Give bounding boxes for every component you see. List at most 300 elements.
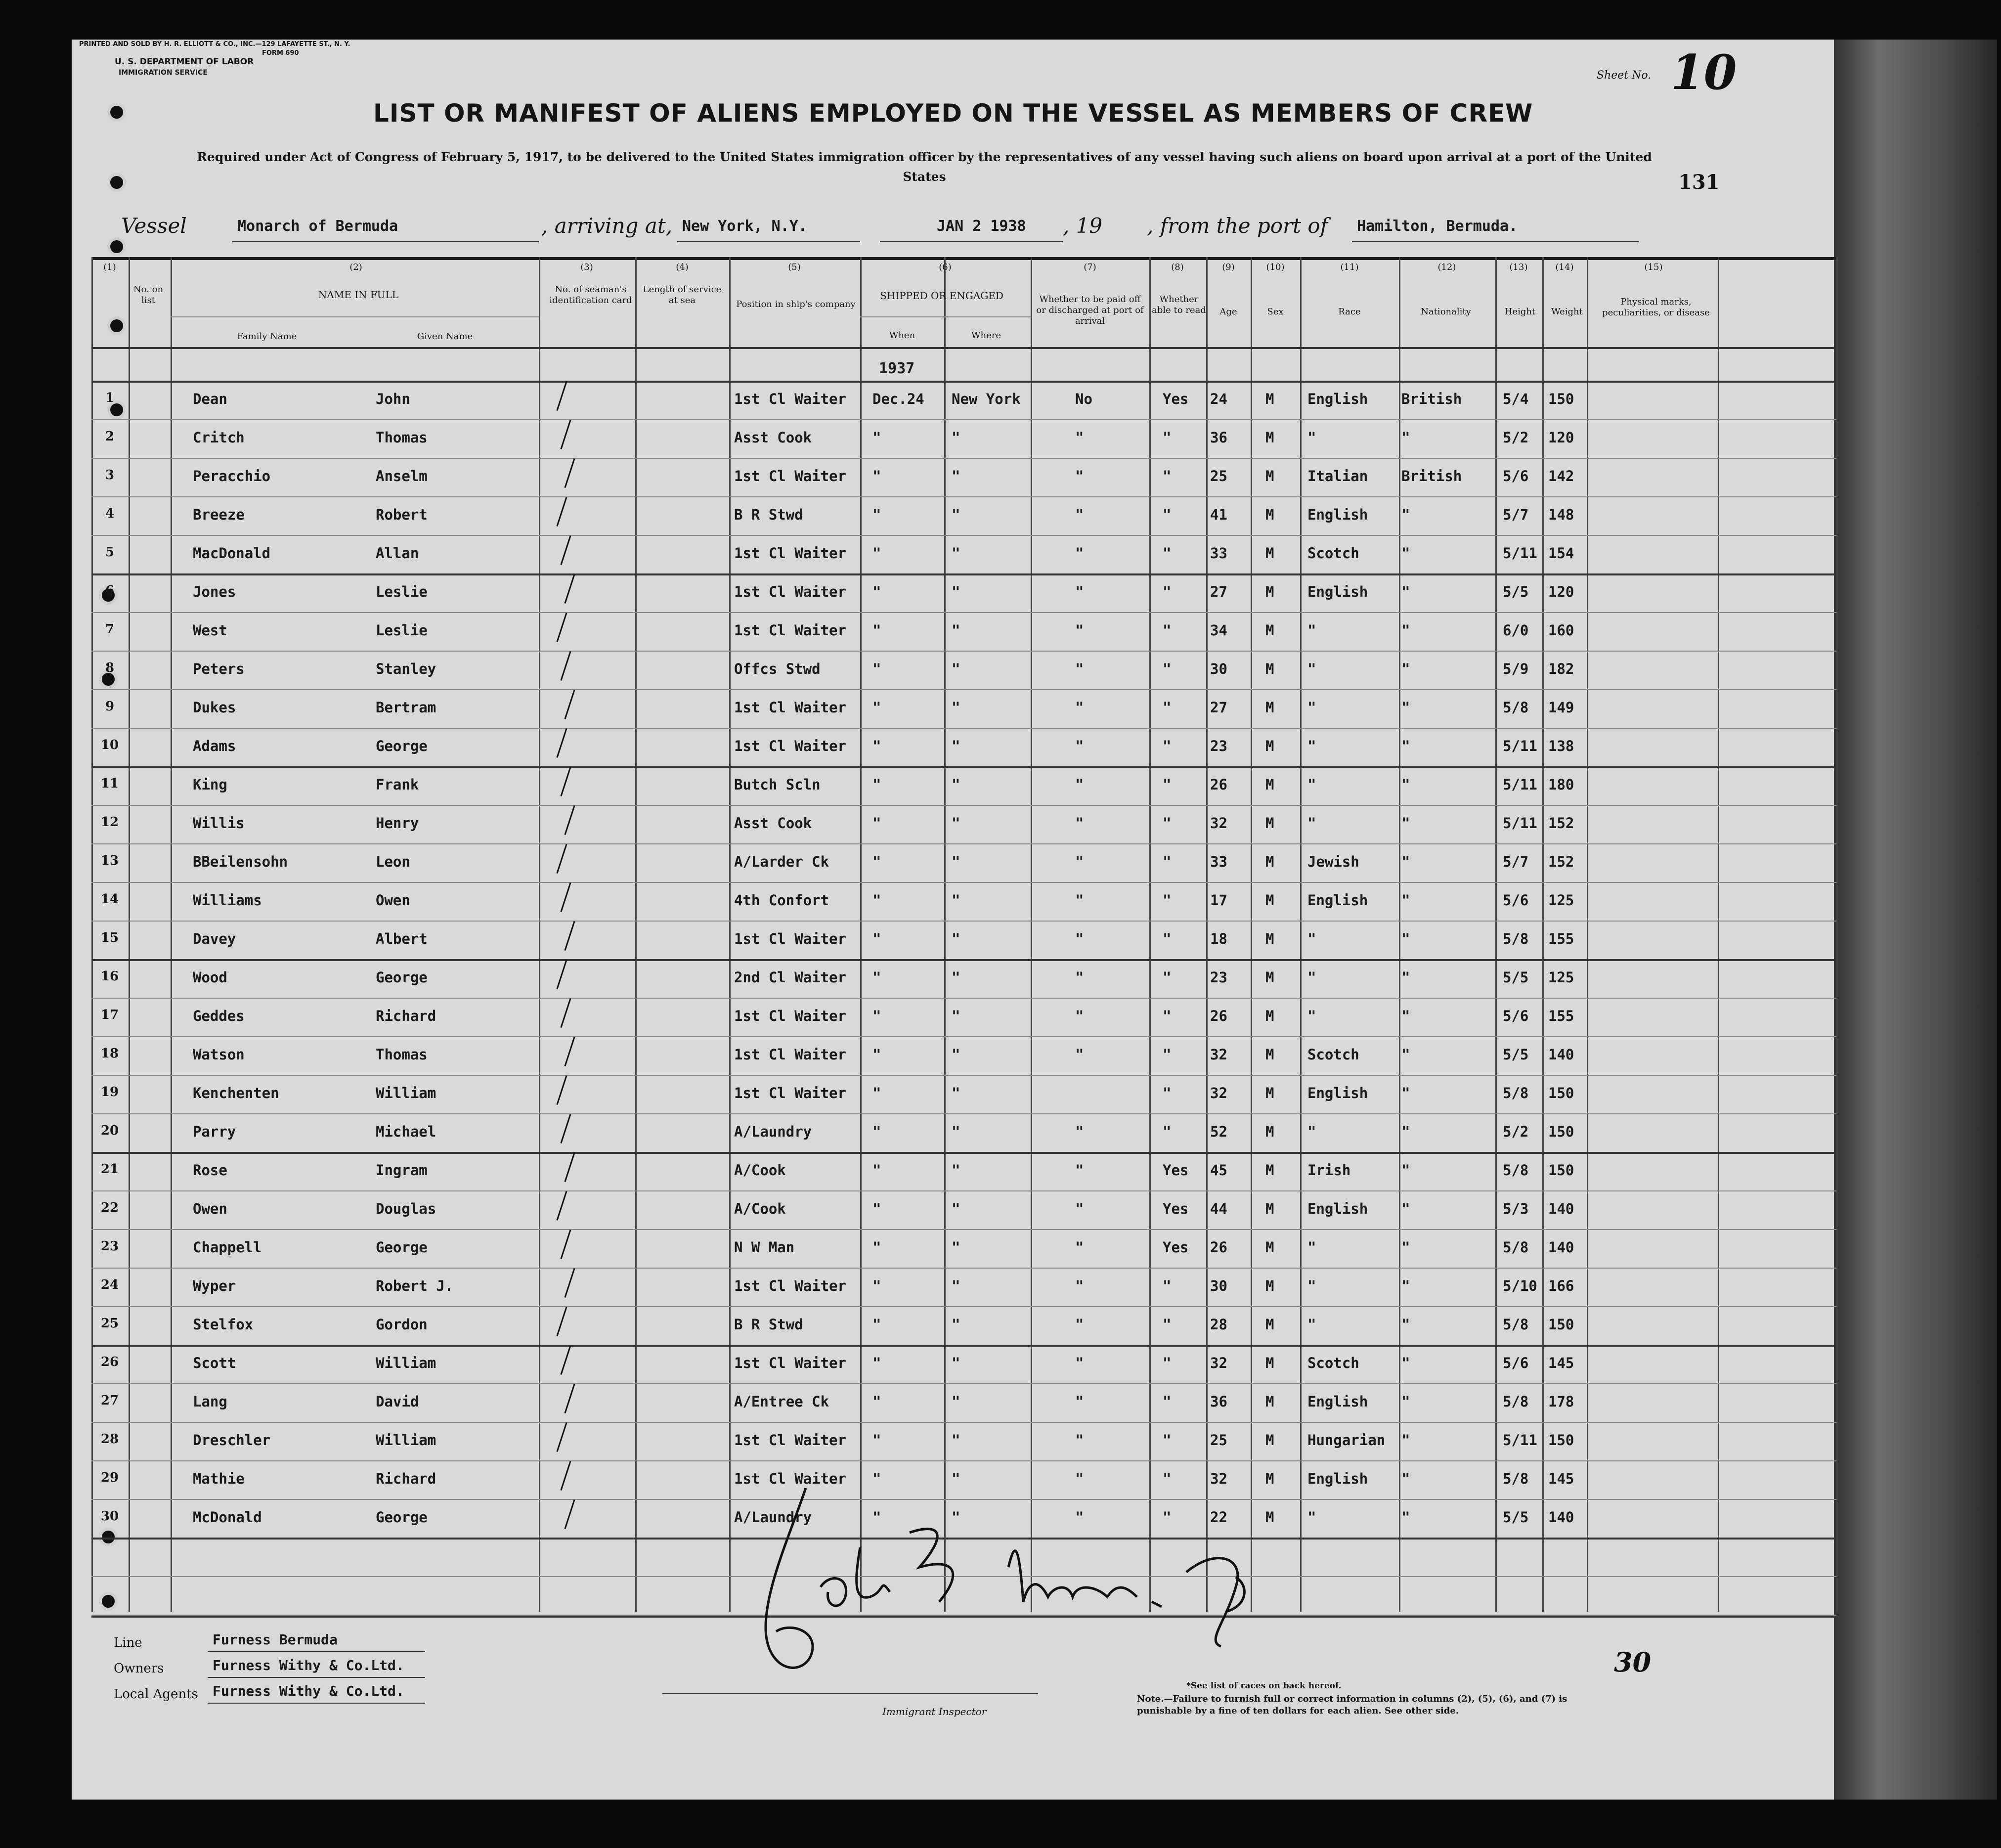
height: 5/8 — [1503, 930, 1529, 947]
shipped-when: " — [872, 468, 881, 484]
height: 5/8 — [1503, 1085, 1529, 1101]
given-name: Ingram — [376, 1162, 428, 1179]
nationality: " — [1401, 1239, 1410, 1256]
arrival-port[interactable]: New York, N.Y. — [682, 218, 807, 235]
shipped-when: " — [872, 1008, 881, 1024]
col-header-given: Given Name — [417, 331, 473, 342]
col-header-paid-off: Whether to be paid off or discharged at port of arrival — [1036, 294, 1144, 326]
paid-off: " — [1075, 1277, 1084, 1294]
family-name: Wood — [193, 969, 227, 986]
row-number: 29 — [100, 1470, 119, 1485]
position: 1st Cl Waiter — [734, 583, 846, 600]
table-row-rule — [91, 458, 1836, 459]
sex: M — [1265, 1046, 1274, 1063]
table-row-rule — [91, 728, 1836, 729]
printer-line: PRINTED AND SOLD BY H. R. ELLIOTT & CO., INC.—129 LAFAYETTE ST., N. Y. — [79, 41, 350, 48]
sex: M — [1265, 853, 1274, 870]
shipped-when: " — [872, 506, 881, 523]
position: Asst Cook — [734, 429, 812, 446]
race: " — [1307, 1509, 1316, 1526]
shipped-where: " — [952, 1239, 960, 1256]
paid-off: " — [1075, 1123, 1084, 1140]
shipped-where: " — [952, 1470, 960, 1487]
table-row-rule — [91, 1152, 1836, 1154]
shipped-when: " — [872, 853, 881, 870]
row-number: 3 — [105, 468, 115, 483]
able-to-read: " — [1163, 1085, 1172, 1101]
given-name: Douglas — [376, 1200, 436, 1217]
given-name: William — [376, 1432, 436, 1449]
shipped-when: " — [872, 699, 881, 716]
family-name: Stelfox — [193, 1316, 254, 1333]
age: 33 — [1210, 853, 1227, 870]
shipped-when: " — [872, 1393, 881, 1410]
able-to-read: " — [1163, 1509, 1172, 1526]
nationality: " — [1401, 1470, 1410, 1487]
row-number: 26 — [100, 1355, 119, 1369]
age: 44 — [1210, 1200, 1227, 1217]
age: 30 — [1210, 1277, 1227, 1294]
table-row-rule — [91, 998, 1836, 999]
table-row-rule — [91, 1268, 1836, 1269]
col-header-name: NAME IN FULL — [318, 289, 399, 301]
race: " — [1307, 622, 1316, 639]
table-row-rule — [91, 1036, 1836, 1037]
height: 5/8 — [1503, 699, 1529, 716]
able-to-read: Yes — [1163, 1239, 1189, 1256]
nationality: " — [1401, 1509, 1410, 1526]
shipped-where: " — [952, 1432, 960, 1449]
family-name: Peters — [193, 660, 245, 677]
given-name: Thomas — [376, 429, 428, 446]
height: 5/5 — [1503, 583, 1529, 600]
table-column-rule — [171, 257, 172, 1612]
age: 41 — [1210, 506, 1227, 523]
sex: M — [1265, 969, 1274, 986]
family-name: MacDonald — [193, 545, 271, 562]
row-number: 13 — [100, 853, 119, 868]
row-number: 19 — [100, 1085, 119, 1100]
col-header-no: No. on list — [133, 284, 164, 306]
position: B R Stwd — [734, 1316, 803, 1333]
weight: 150 — [1548, 1162, 1574, 1179]
position: N W Man — [734, 1239, 795, 1256]
shipped-when: " — [872, 1123, 881, 1140]
paid-off: " — [1075, 1008, 1084, 1024]
race: " — [1307, 699, 1316, 716]
given-name: William — [376, 1085, 436, 1101]
col-header-able-read: Whether able to read — [1152, 294, 1206, 315]
table-row-rule — [91, 381, 1836, 383]
shipped-when: " — [872, 1277, 881, 1294]
able-to-read: " — [1163, 545, 1172, 562]
col-header-weight: Weight — [1551, 307, 1583, 317]
scan-border — [1829, 40, 1997, 1800]
given-name: William — [376, 1355, 436, 1371]
able-to-read: " — [1163, 468, 1172, 484]
family-name: Willis — [193, 815, 245, 832]
row-number: 9 — [105, 699, 115, 714]
race: English — [1307, 583, 1368, 600]
position: 2nd Cl Waiter — [734, 969, 846, 986]
col-header-where: Where — [971, 330, 1001, 341]
nationality: " — [1401, 622, 1410, 639]
page-subtitle: Required under Act of Congress of February 5, 1917, to be delivered to the United States immigration officer by the representatives of any vessel having such aliens on board upon arrival at a port of the United States — [197, 150, 1652, 184]
height: 5/6 — [1503, 1355, 1529, 1371]
position: A/Cook — [734, 1200, 786, 1217]
family-name: Chappell — [193, 1239, 262, 1256]
table-column-rule — [1251, 257, 1252, 1612]
race: " — [1307, 660, 1316, 677]
shipped-when: " — [872, 583, 881, 600]
position: 1st Cl Waiter — [734, 468, 846, 484]
row-number: 15 — [100, 930, 119, 945]
arriving-label: , arriving at, — [541, 214, 673, 238]
position: 1st Cl Waiter — [734, 545, 846, 562]
race: " — [1307, 969, 1316, 986]
row-number: 14 — [100, 892, 119, 907]
shipped-when: " — [872, 1470, 881, 1487]
owners-value[interactable]: Furness Withy & Co.Ltd. — [213, 1657, 404, 1673]
able-to-read: " — [1163, 1008, 1172, 1024]
col-header-race: Race — [1338, 307, 1361, 317]
shipped-when: " — [872, 1162, 881, 1179]
given-name: Albert — [376, 930, 428, 947]
table-row-rule — [91, 535, 1836, 536]
nationality: " — [1401, 429, 1410, 446]
position: 1st Cl Waiter — [734, 1046, 846, 1063]
shipped-when: " — [872, 429, 881, 446]
weight: 142 — [1548, 468, 1574, 484]
family-name: Owen — [193, 1200, 227, 1217]
able-to-read: " — [1163, 1277, 1172, 1294]
row-number: 30 — [100, 1509, 119, 1524]
weight: 140 — [1548, 1239, 1574, 1256]
family-name: Wyper — [193, 1277, 236, 1294]
shipped-when: " — [872, 1239, 881, 1256]
sex: M — [1265, 892, 1274, 909]
vessel-name[interactable]: Monarch of Bermuda — [237, 218, 398, 235]
row-number: 12 — [100, 815, 119, 830]
age: 26 — [1210, 1239, 1227, 1256]
col-header-age: Age — [1219, 307, 1237, 317]
height: 5/6 — [1503, 468, 1529, 484]
weight: 155 — [1548, 1008, 1574, 1024]
family-name: Critch — [193, 429, 245, 446]
height: 5/10 — [1503, 1277, 1537, 1294]
height: 5/8 — [1503, 1162, 1529, 1179]
paid-off: " — [1075, 583, 1084, 600]
family-name: Parry — [193, 1123, 236, 1140]
race: English — [1307, 1085, 1368, 1101]
race: English — [1307, 1470, 1368, 1487]
nationality: " — [1401, 892, 1410, 909]
age: 22 — [1210, 1509, 1227, 1526]
page-title: LIST OR MANIFEST OF ALIENS EMPLOYED ON THE VESSEL AS MEMBERS OF CREW — [373, 99, 1533, 128]
shipped-where: " — [952, 429, 960, 446]
weight: 138 — [1548, 738, 1574, 754]
sex: M — [1265, 1355, 1274, 1371]
nationality: " — [1401, 1046, 1410, 1063]
nationality: " — [1401, 583, 1410, 600]
nationality: " — [1401, 506, 1410, 523]
shipped-where: " — [952, 930, 960, 947]
position: Asst Cook — [734, 815, 812, 832]
table-row-rule — [91, 651, 1836, 652]
shipped-when: " — [872, 1355, 881, 1371]
col-header-sex: Sex — [1267, 307, 1284, 317]
sex: M — [1265, 1239, 1274, 1256]
age: 34 — [1210, 622, 1227, 639]
paid-off: " — [1075, 853, 1084, 870]
table-row-rule — [91, 1383, 1836, 1384]
shipped-where: " — [952, 892, 960, 909]
arrival-date[interactable]: JAN 2 1938 — [937, 218, 1026, 235]
able-to-read: " — [1163, 930, 1172, 947]
age: 52 — [1210, 1123, 1227, 1140]
nationality: " — [1401, 1085, 1410, 1101]
nationality: " — [1401, 1432, 1410, 1449]
sex: M — [1265, 1008, 1274, 1024]
height: 5/11 — [1503, 738, 1537, 754]
position: 1st Cl Waiter — [734, 930, 846, 947]
shipped-when: " — [872, 930, 881, 947]
row-number: 20 — [100, 1123, 119, 1138]
given-name: Leon — [376, 853, 410, 870]
given-name: Michael — [376, 1123, 436, 1140]
family-name: Williams — [193, 892, 262, 909]
table-column-rule — [539, 257, 540, 1612]
shipped-when: " — [872, 815, 881, 832]
paid-off: " — [1075, 429, 1084, 446]
weight: 160 — [1548, 622, 1574, 639]
family-name: Watson — [193, 1046, 245, 1063]
weight: 148 — [1548, 506, 1574, 523]
punch-hole — [99, 1528, 118, 1546]
paid-off: " — [1075, 468, 1084, 484]
height: 5/3 — [1503, 1200, 1529, 1217]
family-name: West — [193, 622, 227, 639]
row-number: 24 — [100, 1277, 119, 1292]
paid-off: " — [1075, 1509, 1084, 1526]
table-column-rule — [729, 257, 731, 1612]
weight: 154 — [1548, 545, 1574, 562]
height: 5/11 — [1503, 1432, 1537, 1449]
race: " — [1307, 738, 1316, 754]
able-to-read: Yes — [1163, 1200, 1189, 1217]
column-number: (2) — [349, 262, 362, 272]
sex: M — [1265, 468, 1274, 484]
shipped-where: " — [952, 622, 960, 639]
sex: M — [1265, 1393, 1274, 1410]
position: 1st Cl Waiter — [734, 738, 846, 754]
able-to-read: " — [1163, 1316, 1172, 1333]
race: " — [1307, 815, 1316, 832]
height: 5/8 — [1503, 1393, 1529, 1410]
weight: 125 — [1548, 892, 1574, 909]
able-to-read: " — [1163, 622, 1172, 639]
column-number: (3) — [580, 262, 593, 272]
able-to-read: " — [1163, 660, 1172, 677]
family-name: Mathie — [193, 1470, 245, 1487]
family-name: King — [193, 776, 227, 793]
able-to-read: " — [1163, 892, 1172, 909]
able-to-read: " — [1163, 1046, 1172, 1063]
nationality: " — [1401, 1277, 1410, 1294]
column-number: (6) — [939, 262, 952, 272]
sex: M — [1265, 738, 1274, 754]
shipped-where: " — [952, 545, 960, 562]
age: 24 — [1210, 391, 1227, 407]
table-column-rule — [1399, 257, 1400, 1612]
table-column-rule — [1587, 257, 1588, 1612]
form-number: FORM 690 — [262, 49, 299, 57]
col-header-family: Family Name — [237, 331, 297, 342]
paid-off: " — [1075, 1432, 1084, 1449]
shipped-where: " — [952, 660, 960, 677]
nationality: " — [1401, 930, 1410, 947]
row-number: 7 — [105, 622, 115, 637]
row-number: 22 — [100, 1200, 119, 1215]
shipped-where: " — [952, 583, 960, 600]
position: 1st Cl Waiter — [734, 699, 846, 716]
row-number: 10 — [100, 738, 119, 752]
height: 5/6 — [1503, 1008, 1529, 1024]
weight: 150 — [1548, 391, 1574, 407]
table-row-rule — [91, 1113, 1836, 1114]
race: " — [1307, 776, 1316, 793]
given-name: Robert — [376, 506, 428, 523]
table-row-rule — [91, 1422, 1836, 1423]
from-port-label: , from the port of — [1147, 214, 1328, 238]
paid-off: " — [1075, 738, 1084, 754]
table-row-rule — [91, 1345, 1836, 1347]
given-name: Stanley — [376, 660, 436, 677]
nationality: British — [1401, 468, 1462, 484]
nationality: " — [1401, 776, 1410, 793]
inspector-signature — [732, 1473, 1285, 1691]
table-row-rule — [91, 766, 1836, 768]
row-number: 18 — [100, 1046, 119, 1061]
punch-hole — [107, 103, 126, 122]
row-number: 1 — [105, 391, 115, 405]
table-column-rule — [1149, 257, 1151, 1612]
row-number: 23 — [100, 1239, 119, 1254]
paid-off: " — [1075, 1316, 1084, 1333]
agents-label: Local Agents — [114, 1687, 198, 1702]
able-to-read: " — [1163, 583, 1172, 600]
weight: 150 — [1548, 1085, 1574, 1101]
column-number: (8) — [1171, 262, 1184, 272]
position: 1st Cl Waiter — [734, 1470, 846, 1487]
family-name: Breeze — [193, 506, 245, 523]
departure-port[interactable]: Hamilton, Bermuda. — [1357, 218, 1518, 235]
able-to-read: " — [1163, 506, 1172, 523]
service-name: IMMIGRATION SERVICE — [119, 69, 208, 77]
sex: M — [1265, 622, 1274, 639]
shipped-when: " — [872, 1046, 881, 1063]
given-name: Gordon — [376, 1316, 428, 1333]
race: " — [1307, 1008, 1316, 1024]
shipped-where: New York — [952, 391, 1021, 407]
position: A/Entree Ck — [734, 1393, 829, 1410]
shipped-where: " — [952, 1162, 960, 1179]
paid-off: " — [1075, 506, 1084, 523]
column-number: (4) — [676, 262, 689, 272]
column-number: (10) — [1266, 262, 1285, 272]
sex: M — [1265, 391, 1274, 407]
age: 32 — [1210, 1355, 1227, 1371]
height: 5/9 — [1503, 660, 1529, 677]
able-to-read: " — [1163, 853, 1172, 870]
table-column-rule — [635, 257, 637, 1612]
shipped-where: " — [952, 1123, 960, 1140]
shipped-where: " — [952, 1393, 960, 1410]
family-name: Lang — [193, 1393, 227, 1410]
sheet-label: Sheet No. — [1597, 69, 1652, 82]
height: 5/8 — [1503, 1239, 1529, 1256]
shipped-when: " — [872, 738, 881, 754]
column-number: (15) — [1644, 262, 1663, 272]
nationality: " — [1401, 1200, 1410, 1217]
agents-value[interactable]: Furness Withy & Co.Ltd. — [213, 1683, 404, 1699]
line-value[interactable]: Furness Bermuda — [213, 1631, 338, 1648]
sex: M — [1265, 1470, 1274, 1487]
race: Scotch — [1307, 1046, 1359, 1063]
given-name: Owen — [376, 892, 410, 909]
table-column-rule — [1495, 257, 1497, 1612]
age: 32 — [1210, 815, 1227, 832]
race: Hungarian — [1307, 1432, 1386, 1449]
family-name: Peracchio — [193, 468, 271, 484]
sex: M — [1265, 429, 1274, 446]
table-row-rule — [91, 689, 1836, 690]
shipped-where: " — [952, 815, 960, 832]
shipped-when: " — [872, 776, 881, 793]
row-number: 17 — [100, 1008, 119, 1022]
age: 25 — [1210, 468, 1227, 484]
shipped-where: " — [952, 506, 960, 523]
age: 33 — [1210, 545, 1227, 562]
age: 23 — [1210, 738, 1227, 754]
row-number: 4 — [105, 506, 115, 521]
sex: M — [1265, 506, 1274, 523]
able-to-read: " — [1163, 1393, 1172, 1410]
shipped-when: " — [872, 1085, 881, 1101]
margin-mark: 30 — [1614, 1646, 1652, 1678]
weight: 140 — [1548, 1200, 1574, 1217]
height: 5/2 — [1503, 1123, 1529, 1140]
punch-hole — [107, 237, 126, 256]
year-note: 1937 — [879, 360, 915, 377]
paid-off: " — [1075, 930, 1084, 947]
position: Butch Scln — [734, 776, 821, 793]
row-number: 2 — [105, 429, 115, 444]
shipped-when: " — [872, 660, 881, 677]
header-bottom-rule — [91, 347, 1836, 349]
family-name: Davey — [193, 930, 236, 947]
table-row-rule — [91, 843, 1836, 844]
year-label: , 19 — [1063, 214, 1103, 238]
age: 25 — [1210, 1432, 1227, 1449]
family-name: Dukes — [193, 699, 236, 716]
paid-off: " — [1075, 969, 1084, 986]
age: 28 — [1210, 1316, 1227, 1333]
race: Jewish — [1307, 853, 1359, 870]
shipped-when: " — [872, 1200, 881, 1217]
paid-off: " — [1075, 622, 1084, 639]
position: A/Laundry — [734, 1123, 812, 1140]
